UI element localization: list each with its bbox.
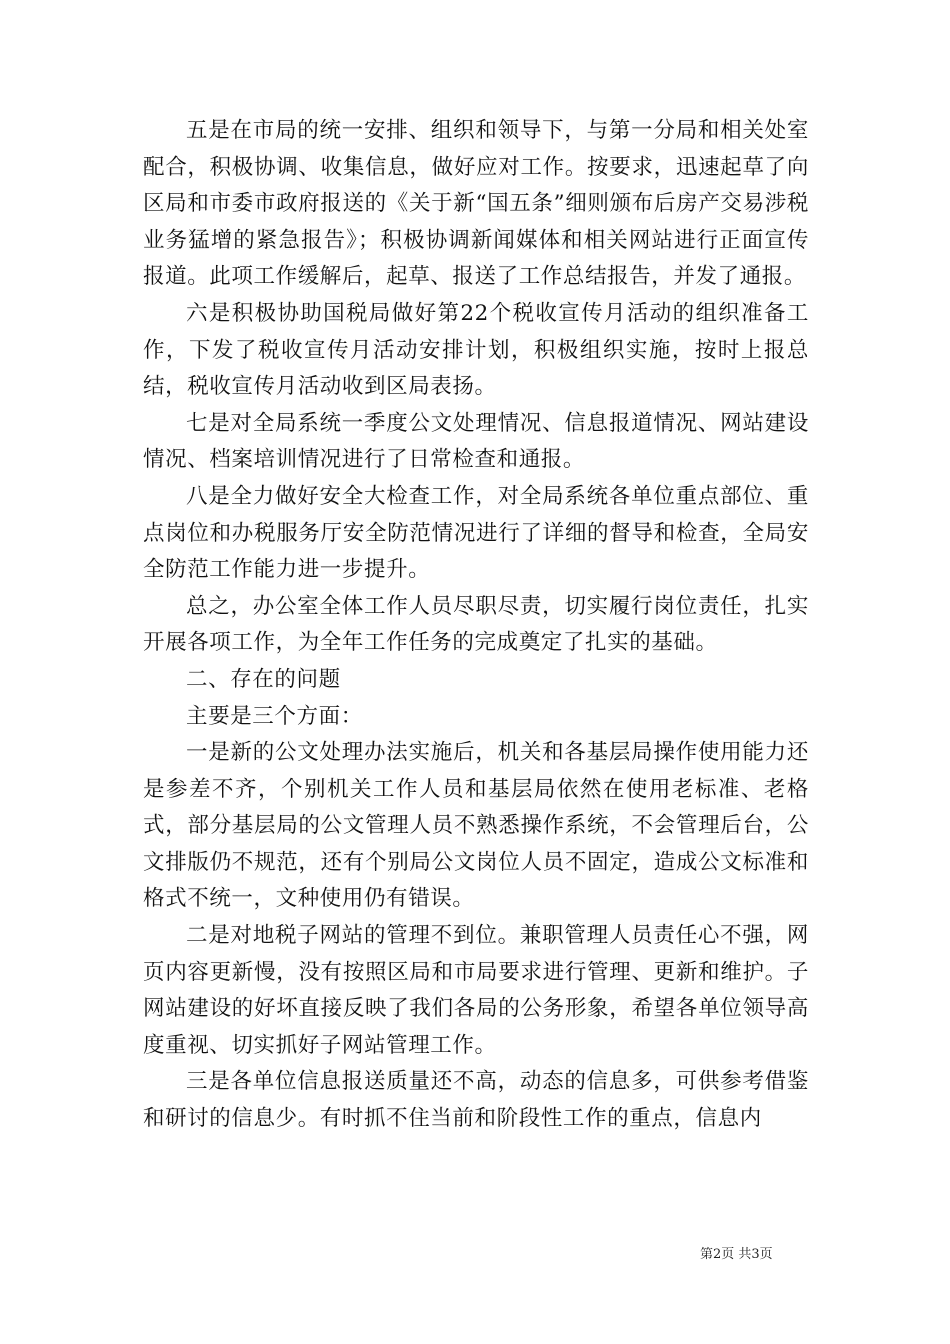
problem-item-3: 三是各单位信息报送质量还不高，动态的信息多，可供参考借鉴和研讨的信息少。有时抓不住当前和阶段性工作的重点，信息内 [143, 1069, 809, 1132]
problems-intro: 主要是三个方面： [186, 703, 363, 729]
page-number-footer: 第2页 共3页 [700, 1247, 773, 1262]
paragraph-item-7: 七是对全局系统一季度公文处理情况、信息报道情况、网站建设情况、档案培训情况进行了日常检查和通报。 [143, 410, 809, 473]
problem-item-2: 二是对地税子网站的管理不到位。兼职管理人员责任心不强，网页内容更新慢，没有按照区局和市局要求进行管理、更新和维护。子网站建设的好坏直接反映了我们各局的公务形象，希望各单位领导高度重视、切实抓好子网站管理工作。 [143, 923, 809, 1058]
problem-item-1: 一是新的公文处理办法实施后，机关和各基层局操作使用能力还是参差不齐，个别机关工作人员和基层局依然在使用老标准、老格式，部分基层局的公文管理人员不熟悉操作系统，不会管理后台，公文排版仍不规范，还有个别局公文岗位人员不固定，造成公文标准和格式不统一，文种使用仍有错误。 [143, 740, 809, 912]
section-heading-problems: 二、存在的问题 [186, 666, 341, 692]
paragraph-item-6: 六是积极协助国税局做好第22个税收宣传月活动的组织准备工作，下发了税收宣传月活动安排计划，积极组织实施，按时上报总结，税收宣传月活动收到区局表扬。 [143, 300, 809, 400]
document-body [143, 113, 809, 1138]
summary-paragraph: 总之，办公室全体工作人员尽职尽责，切实履行岗位责任，扎实开展各项工作，为全年工作任务的完成奠定了扎实的基础。 [143, 593, 809, 656]
paragraph-item-5: 五是在市局的统一安排、组织和领导下，与第一分局和相关处室配合，积极协调、收集信息，做好应对工作。按要求，迅速起草了向区局和市委市政府报送的《关于新“国五条”细则颁布后房产交易涉税业务猛增的紧急报告》；积极协调新闻媒体和相关网站进行正面宣传报道。此项工作缓解后，起草、报送了工作总结报告，并发了通报。 [143, 118, 809, 290]
paragraph-item-8: 八是全力做好安全大检查工作，对全局系统各单位重点部位、重点岗位和办税服务厅安全防范情况进行了详细的督导和检查，全局安全防范工作能力进一步提升。 [143, 483, 809, 583]
